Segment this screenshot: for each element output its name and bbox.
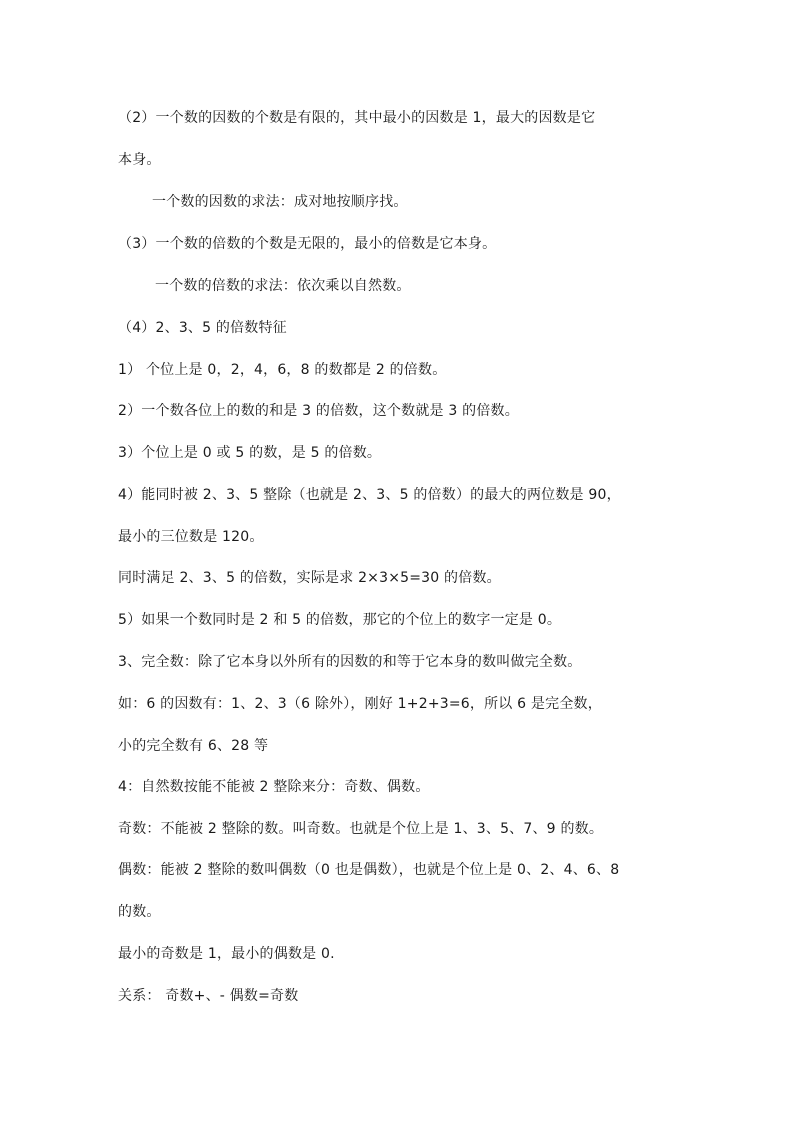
text-line-multiple-count: （3）一个数的倍数的个数是无限的，最小的倍数是它本身。 (118, 236, 497, 252)
text-line-perfect-example-cont: 小的完全数有 6、28 等 (118, 738, 269, 754)
text-line-odd-even-heading: 4：自然数按能不能被 2 整除来分：奇数、偶数。 (118, 779, 430, 795)
text-line-factor-count: （2）一个数的因数的个数是有限的，其中最小的因数是 1，最大的因数是它 (118, 110, 596, 126)
text-line-odd-definition: 奇数：不能被 2 整除的数。叫奇数。也就是个位上是 1、3、5、7、9 的数。 (118, 821, 604, 837)
text-line-section-4-heading: （4）2、3、5 的倍数特征 (118, 320, 287, 336)
text-line-rule-3: 3）个位上是 0 或 5 的数，是 5 的倍数。 (118, 445, 382, 461)
text-line-rule-5: 5）如果一个数同时是 2 和 5 的倍数，那它的个位上的数字一定是 0。 (118, 612, 562, 628)
text-line-factor-method: 一个数的因数的求法：成对地按顺序找。 (152, 194, 408, 210)
text-line-even-definition-cont: 的数。 (118, 904, 161, 920)
text-line-rule-4: 4）能同时被 2、3、5 整除（也就是 2、3、5 的倍数）的最大的两位数是 90， (118, 487, 621, 503)
text-line-perfect-example: 如：6 的因数有：1、2、3（6 除外），刚好 1+2+3=6，所以 6 是完全数， (118, 696, 602, 712)
text-line-smallest-odd-even: 最小的奇数是 1，最小的偶数是 0. (118, 946, 335, 962)
text-line-relation: 关系： 奇数+、- 偶数=奇数 (118, 988, 299, 1004)
text-line-rule-4-note: 同时满足 2、3、5 的倍数，实际是求 2×3×5=30 的倍数。 (118, 570, 501, 586)
text-line-factor-count-cont: 本身。 (118, 152, 161, 168)
text-line-perfect-number: 3、完全数：除了它本身以外所有的因数的和等于它本身的数叫做完全数。 (118, 654, 582, 670)
text-line-even-definition: 偶数：能被 2 整除的数叫偶数（0 也是偶数），也就是个位上是 0、2、4、6、8 (118, 862, 620, 878)
text-line-multiple-method: 一个数的倍数的求法：依次乘以自然数。 (155, 278, 411, 294)
text-line-rule-2: 2）一个数各位上的数的和是 3 的倍数，这个数就是 3 的倍数。 (118, 403, 519, 419)
text-line-rule-4-cont: 最小的三位数是 120。 (118, 529, 264, 545)
text-line-rule-1: 1） 个位上是 0，2，4，6，8 的数都是 2 的倍数。 (118, 362, 447, 378)
